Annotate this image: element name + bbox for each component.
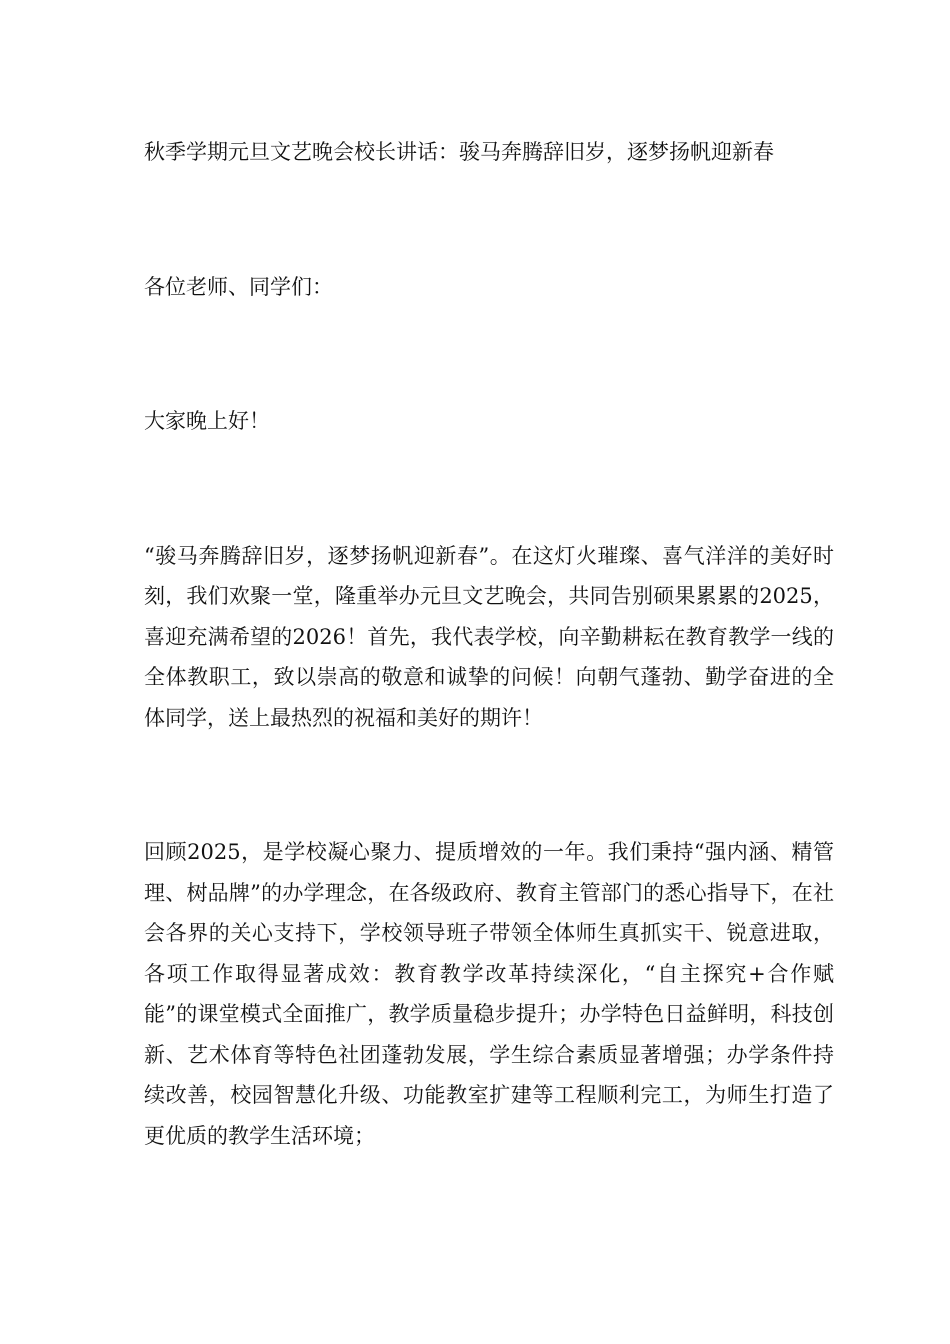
document-body — [144, 132, 834, 1156]
review-paragraph: 回顾2025，是学校凝心聚力、提质增效的一年。我们秉持“强内涵、精管理、树品牌”的办学理念，在各级政府、教育主管部门的悉心指导下，在社会各界的关心支持下，学校领导班子带领全体师生真抓实干、锐意进取，各项工作取得显著成效：教育教学改革持续深化，“自主探究+合作赋能”的课堂模式全面推广，教学质量稳步提升；办学特色日益鲜明，科技创新、艺术体育等特色社团蓬勃发展，学生综合素质显著增强；办学条件持续改善，校园智慧化升级、功能教室扩建等工程顺利完工，为师生打造了更优质的教学生活环境； — [144, 840, 834, 1148]
greeting: 大家晚上好！ — [144, 409, 270, 433]
salutation: 各位老师、同学们： — [144, 274, 333, 299]
intro-paragraph: “骏马奔腾辞旧岁，逐梦扬帆迎新春”。在这灯火璀璨、喜气洋洋的美好时刻，我们欢聚一堂，隆重举办元旦文艺晚会，共同告别硕果累累的2025，喜迎充满希望的2026！首先，我代表学校，向辛勤耕耘在教育教学一线的全体教职工，致以崇高的敬意和诚挚的问候！向朝气蓬勃、勤学奋进的全体同学，送上最热烈的祝福和美好的期许！ — [144, 543, 834, 730]
speech-title: 秋季学期元旦文艺晚会校长讲话：骏马奔腾辞旧岁，逐梦扬帆迎新春 — [144, 140, 774, 164]
